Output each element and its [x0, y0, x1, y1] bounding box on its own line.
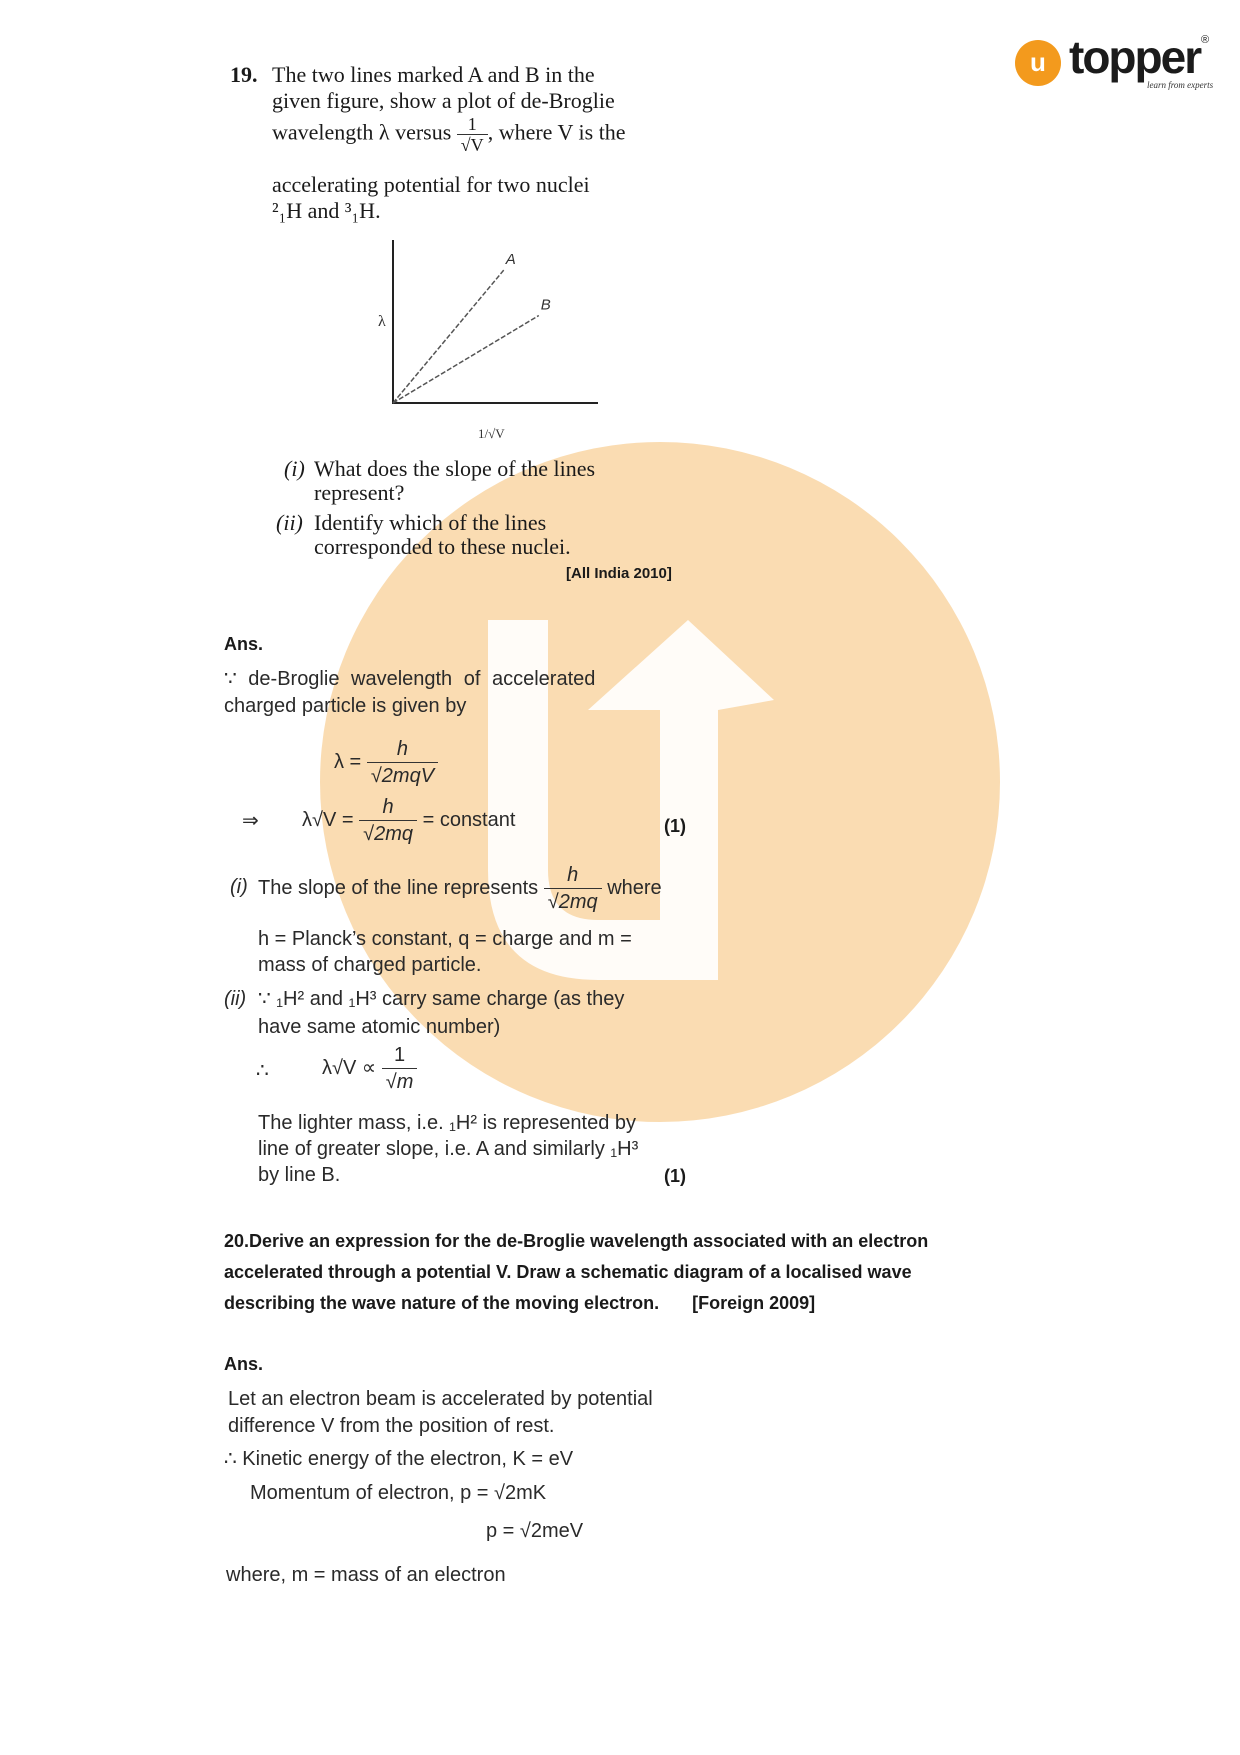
ans19-ii-line5: by line B. — [258, 1164, 341, 1186]
ans19-eq2: λ√V = $\frac{h}{√2mq}$ = constant — [302, 796, 516, 845]
ans19-ii-eq: λ√V ∝ $\frac{1}{√m}$ — [322, 1042, 417, 1095]
ans19-ii-line2: have same atomic number) — [258, 1016, 501, 1038]
q19-line2: given figure, show a plot of de-Broglie — [272, 88, 615, 113]
ans20-p3: ∴ Kinetic energy of the electron, K = eV — [224, 1448, 574, 1470]
logo-u-icon: u — [1015, 40, 1061, 86]
line-b-label: B — [540, 296, 551, 314]
logo-wordmark: topper — [1069, 31, 1201, 83]
ans19-eq2-arrow: ⇒ — [242, 810, 259, 832]
ans19-ii-marks: (1) — [664, 1166, 686, 1186]
ans19-p1a: ∵ de-Broglie wavelength of accelerated — [224, 668, 596, 690]
q19-number: 19. — [230, 62, 258, 87]
ans19-i-line2: h = Planck’s constant, q = charge and m = — [258, 928, 632, 950]
q19-line1: The two lines marked A and B in the — [272, 62, 595, 87]
ans20-p4: Momentum of electron, p = √2mK — [250, 1482, 547, 1504]
line-a — [393, 270, 504, 403]
y-axis-label: λ — [378, 313, 386, 330]
q19-sub-ii: Identify which of the lines — [314, 510, 547, 535]
q19-source: [All India 2010] — [566, 565, 672, 582]
ans19-label: Ans. — [224, 634, 264, 654]
q19-line3: wavelength λ versus $\frac{1}{√V}$ , where V is the — [272, 114, 626, 155]
q19-sub-ii-label: (ii) — [276, 510, 303, 535]
ans19-eq2-marks: (1) — [664, 816, 686, 836]
ans19-eq1: λ = $\frac{h}{\text{√2mqV}}$ — [334, 736, 438, 789]
ans20-p6: where, m = mass of an electron — [226, 1564, 506, 1586]
q19-sub-ii-2: corresponded to these nuclei. — [314, 534, 571, 559]
q19-sub-i-2: represent? — [314, 480, 405, 505]
ans20-label: Ans. — [224, 1354, 264, 1374]
q20-line3: describing the wave nature of the moving electron. [Foreign 2009] — [224, 1293, 816, 1313]
ans20-p1: Let an electron beam is accelerated by potential — [228, 1388, 653, 1410]
ans19-i-label: (i) — [230, 876, 248, 898]
ans19-ii-line4: line of greater slope, i.e. A and similarly ₁H³ — [258, 1138, 639, 1160]
ans19-ii-line3: The lighter mass, i.e. ₁H² is represented by — [258, 1112, 637, 1134]
q19-line4: accelerating potential for two nuclei — [272, 172, 590, 197]
ans19-ii-therefore: ∴ — [256, 1060, 269, 1082]
ans19-i-line3: mass of charged particle. — [258, 954, 482, 976]
ans19-p1b: charged particle is given by — [224, 695, 467, 717]
q19-sub-i: What does the slope of the lines — [314, 456, 596, 481]
logo-tagline: learn from experts — [1147, 80, 1214, 90]
ans20-p2: difference V from the position of rest. — [228, 1415, 555, 1437]
lambda-vs-inverse-root-v-graph — [370, 240, 610, 450]
q20-line2: accelerated through a potential V. Draw a schematic diagram of a localised wave — [224, 1262, 912, 1282]
x-axis-label: 1/√V — [478, 426, 505, 441]
ans20-p5: p = √2meV — [486, 1520, 584, 1542]
q19-line5: ²₁H and ³₁H. — [272, 198, 381, 223]
q20-line1: 20.Derive an expression for the de-Broglie wavelength associated with an electron — [224, 1231, 929, 1251]
ans19-ii-label: (ii) — [224, 988, 247, 1010]
ans19-ii-text: ∵ ₁H² and ₁H³ carry same charge (as they — [258, 988, 625, 1010]
line-b — [393, 316, 539, 403]
q19-sub-i-label: (i) — [284, 456, 305, 481]
topper-logo — [1015, 31, 1215, 96]
logo-registered: ® — [1201, 34, 1210, 46]
ans19-i-text: The slope of the line represents $\frac{h}{√2mq}$ where — [258, 864, 662, 913]
line-a-label: A — [505, 251, 516, 269]
